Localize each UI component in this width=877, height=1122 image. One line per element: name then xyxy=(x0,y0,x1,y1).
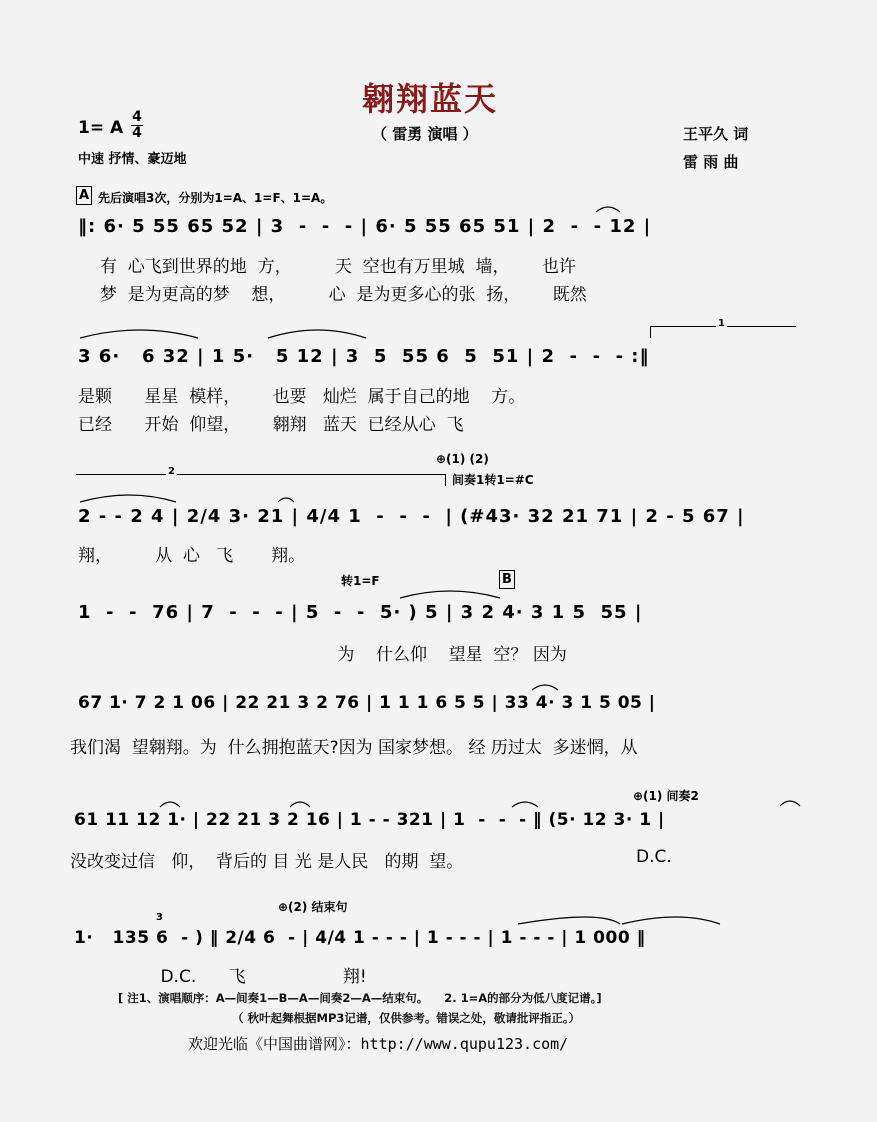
slur-row4 xyxy=(400,591,500,598)
volta-1-label: 1 xyxy=(718,318,725,329)
time-numerator: 4 xyxy=(132,109,142,125)
notation-row-6: 61 11 12 1· | 22 21 3 2 16 | 1 - - 321 | 1 - - - ‖ (5· 12 3· 1 | xyxy=(74,810,665,830)
lyrics-row-6: 没改变过信 仰， 背后的 目 光 是人民 的期 望。 xyxy=(70,852,464,872)
coda-interlude-1: ⊕(1) (2) xyxy=(436,452,489,466)
composer: 雷 雨 曲 xyxy=(683,153,739,171)
slur-row3-b xyxy=(278,498,294,502)
lyrics-row-4: 为 什么仰 望星 空？ 因为 xyxy=(78,645,567,665)
notation-row-4: 1 - - 76 | 7 - - - | 5 - - 5· ) 5 | 3 2 4· 3 1 5 55 | xyxy=(78,602,643,623)
slur-row5 xyxy=(532,685,558,690)
footer-note-2: （ 秋叶起舞根据MP3记谱，仅供参考。错误之处，敬请批评指正。） xyxy=(232,1011,581,1025)
coda-ending: ⊕(2) 结束句 xyxy=(278,900,348,914)
slur-row3-a xyxy=(80,495,176,502)
tempo-marking: 中速 抒情、豪迈地 xyxy=(78,152,187,167)
tie-row1 xyxy=(596,207,620,212)
footer-note-1: [ 注1、演唱顺序：A—间奏1—B—A—间奏2—A—结束句。 2. 1=A的部分为低八度记谱。] xyxy=(118,991,602,1005)
key-signature: 1= A xyxy=(78,118,124,138)
modulation-to-f: 转1=F xyxy=(341,574,380,588)
dc-marker-1: D.C. xyxy=(636,847,672,867)
slur-row2-a xyxy=(80,330,198,338)
performer: （ 雷勇 演唱 ） xyxy=(372,125,478,143)
song-title: 翱翔蓝天 xyxy=(362,80,499,118)
lyrics-row-1-verse-2: 梦 是为更高的梦 想， 心 是为更多心的张 扬， 既然 xyxy=(100,285,587,305)
section-a-box: A xyxy=(76,186,92,205)
notation-row-1: ‖: 6· 5 55 65 52 | 3 - - - | 6· 5 55 65 51 | 2 - - 12 | xyxy=(78,216,652,237)
slur-row6-c xyxy=(512,802,538,807)
notation-row-5: 67 1· 7 2 1 06 | 22 21 3 2 76 | 1 1 1 6 5 5 | 33 4· 3 1 5 05 | xyxy=(78,693,656,713)
triplet-mark: 3 xyxy=(156,912,163,923)
slur-row2-b xyxy=(268,330,366,338)
lyrics-row-5: 我们渴 望翱翔。为 什么拥抱蓝天?因为 国家梦想。 经 历过太 多迷惘，从 xyxy=(70,738,638,758)
slur-row6-b xyxy=(290,802,310,807)
lyrics-row-1-verse-1: 有 心飞到世界的地 方， 天 空也有万里城 墙， 也许 xyxy=(100,257,576,277)
lyrics-row-7: D.C. 飞 翔! xyxy=(74,967,367,987)
lyricist: 王平久 词 xyxy=(683,125,749,143)
slur-row6-a xyxy=(160,802,180,807)
interlude-1-modulation: 间奏1转1=#C xyxy=(452,473,534,487)
tie-row7-a xyxy=(518,917,620,924)
section-a-note: 先后演唱3次，分别为1=A、1=F、1=A。 xyxy=(98,191,333,205)
footer-welcome-link[interactable]: 欢迎光临《中国曲谱网》：http://www.qupu123.com/ xyxy=(188,1035,569,1053)
slur-row6-d xyxy=(780,801,800,806)
coda-interlude-2: ⊕(1) 间奏2 xyxy=(633,789,699,803)
section-b-box: B xyxy=(499,570,515,589)
lyrics-row-3: 翔， 从 心 飞 翔。 xyxy=(78,546,306,566)
time-denominator: 4 xyxy=(132,125,142,141)
notation-row-7: 1· 135 6 - ) ‖ 2/4 6 - | 4/4 1 - - - | 1 - - - | 1 - - - | 1 000 ‖ xyxy=(74,928,646,948)
notation-row-2: 3 6· 6 32 | 1 5· 5 12 | 3 5 55 6 5 51 | 2 - - - :‖ xyxy=(78,346,650,367)
volta-2-label: 2 xyxy=(168,466,175,477)
notation-row-3: 2 - - 2 4 | 2/4 3· 21 | 4/4 1 - - - | (#43· 32 21 71 | 2 - 5 67 | xyxy=(78,506,745,527)
lyrics-row-2-verse-2: 已经 开始 仰望， 翱翔 蓝天 已经从心 飞 xyxy=(78,415,464,435)
lyrics-row-2-verse-1: 是颗 星星 模样， 也要 灿烂 属于自己的地 方。 xyxy=(78,387,526,407)
tie-row7-b xyxy=(622,917,720,924)
